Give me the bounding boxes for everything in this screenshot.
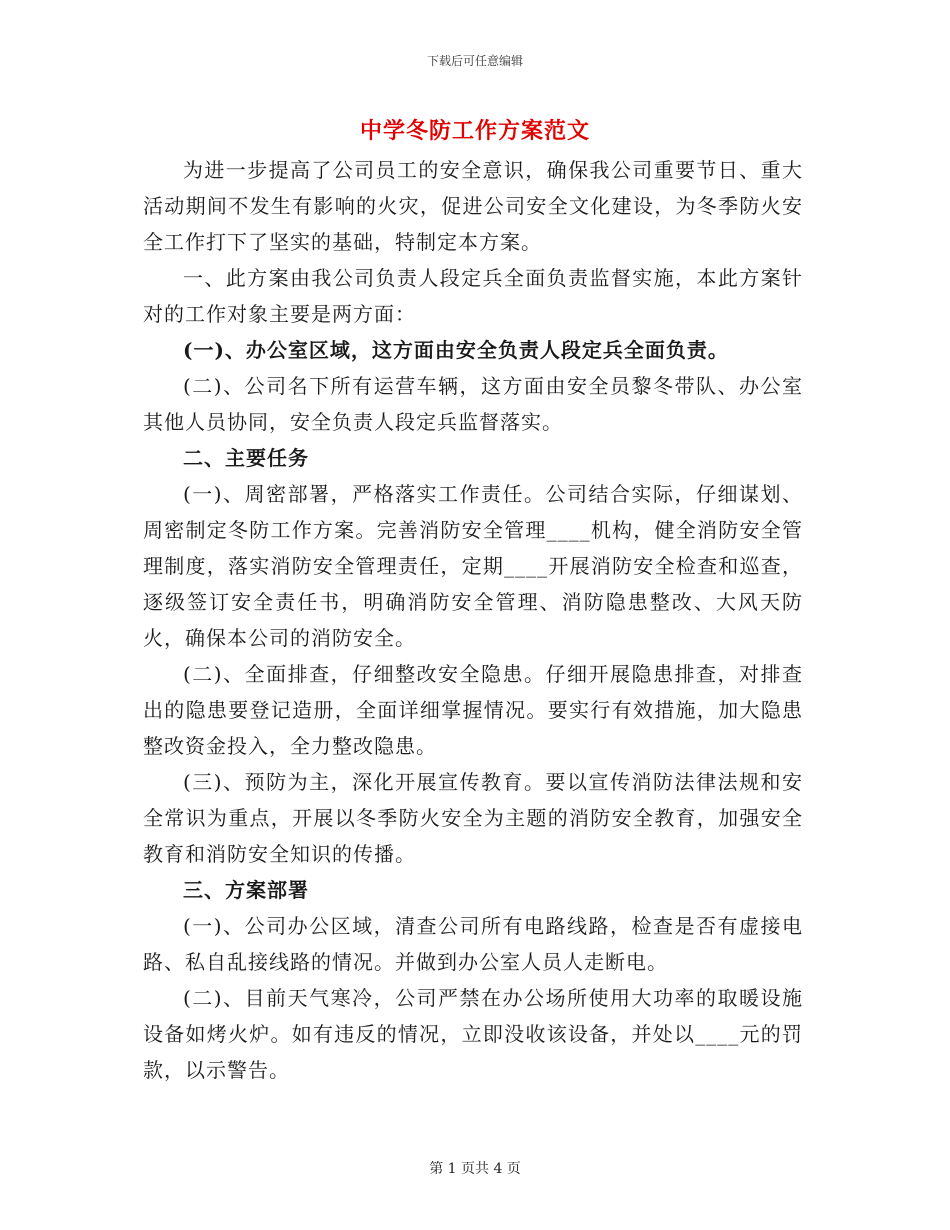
document-body	[143, 152, 803, 1088]
paragraph-section-2-item-2: (二)、全面排查，仔细整改安全隐患。仔细开展隐患排查，对排查出的隐患要登记造册，全面详细掌握情况。要实行有效措施，加大隐患整改资金投入，全力整改隐患。	[143, 662, 803, 758]
document-title: 中学冬防工作方案范文	[359, 118, 590, 144]
paragraph-section-3-item-2: (二)、目前天气寒冷，公司严禁在办公场所使用大功率的取暖设施设备如烤火炉。如有违反的情况，立即没收该设备，并处以____元的罚款，以示警告。	[143, 986, 803, 1082]
paragraph-section-1: 一、此方案由我公司负责人段定兵全面负责监督实施，本此方案针对的工作对象主要是两方面：	[143, 266, 803, 326]
paragraph-section-1-item-1: (一)、办公室区域，这方面由安全负责人段定兵全面负责。	[183, 338, 729, 362]
paragraph-section-2-item-1: (一)、周密部署，严格落实工作责任。公司结合实际，仔细谋划、周密制定冬防工作方案。完善消防安全管理____机构，健全消防安全管理制度，落实消防安全管理责任，定期____开展消防安全检查和巡查，逐级签订安全责任书，明确消防安全管理、消防隐患整改、大风天防火，确保本公司的消防安全。	[143, 482, 803, 650]
page-header-note: 下载后可任意编辑	[426, 54, 523, 68]
paragraph-intro: 为进一步提高了公司员工的安全意识，确保我公司重要节日、重大活动期间不发生有影响的火灾，促进公司安全文化建设，为冬季防火安全工作打下了坚实的基础，特制定本方案。	[143, 158, 803, 254]
page-number: 第 1 页共 4 页	[429, 1161, 521, 1177]
paragraph-section-3-item-1: (一)、公司办公区域，清查公司所有电路线路，检查是否有虚接电路、私自乱接线路的情况。并做到办公室人员人走断电。	[143, 914, 803, 974]
heading-section-2: 二、主要任务	[183, 446, 309, 470]
paragraph-section-2-item-3: (三)、预防为主，深化开展宣传教育。要以宣传消防法律法规和安全常识为重点，开展以冬季防火安全为主题的消防安全教育，加强安全教育和消防安全知识的传播。	[143, 770, 803, 866]
paragraph-section-1-item-2: (二)、公司名下所有运营车辆，这方面由安全员黎冬带队、办公室其他人员协同，安全负责人段定兵监督落实。	[143, 374, 803, 434]
heading-section-3: 三、方案部署	[183, 878, 309, 902]
